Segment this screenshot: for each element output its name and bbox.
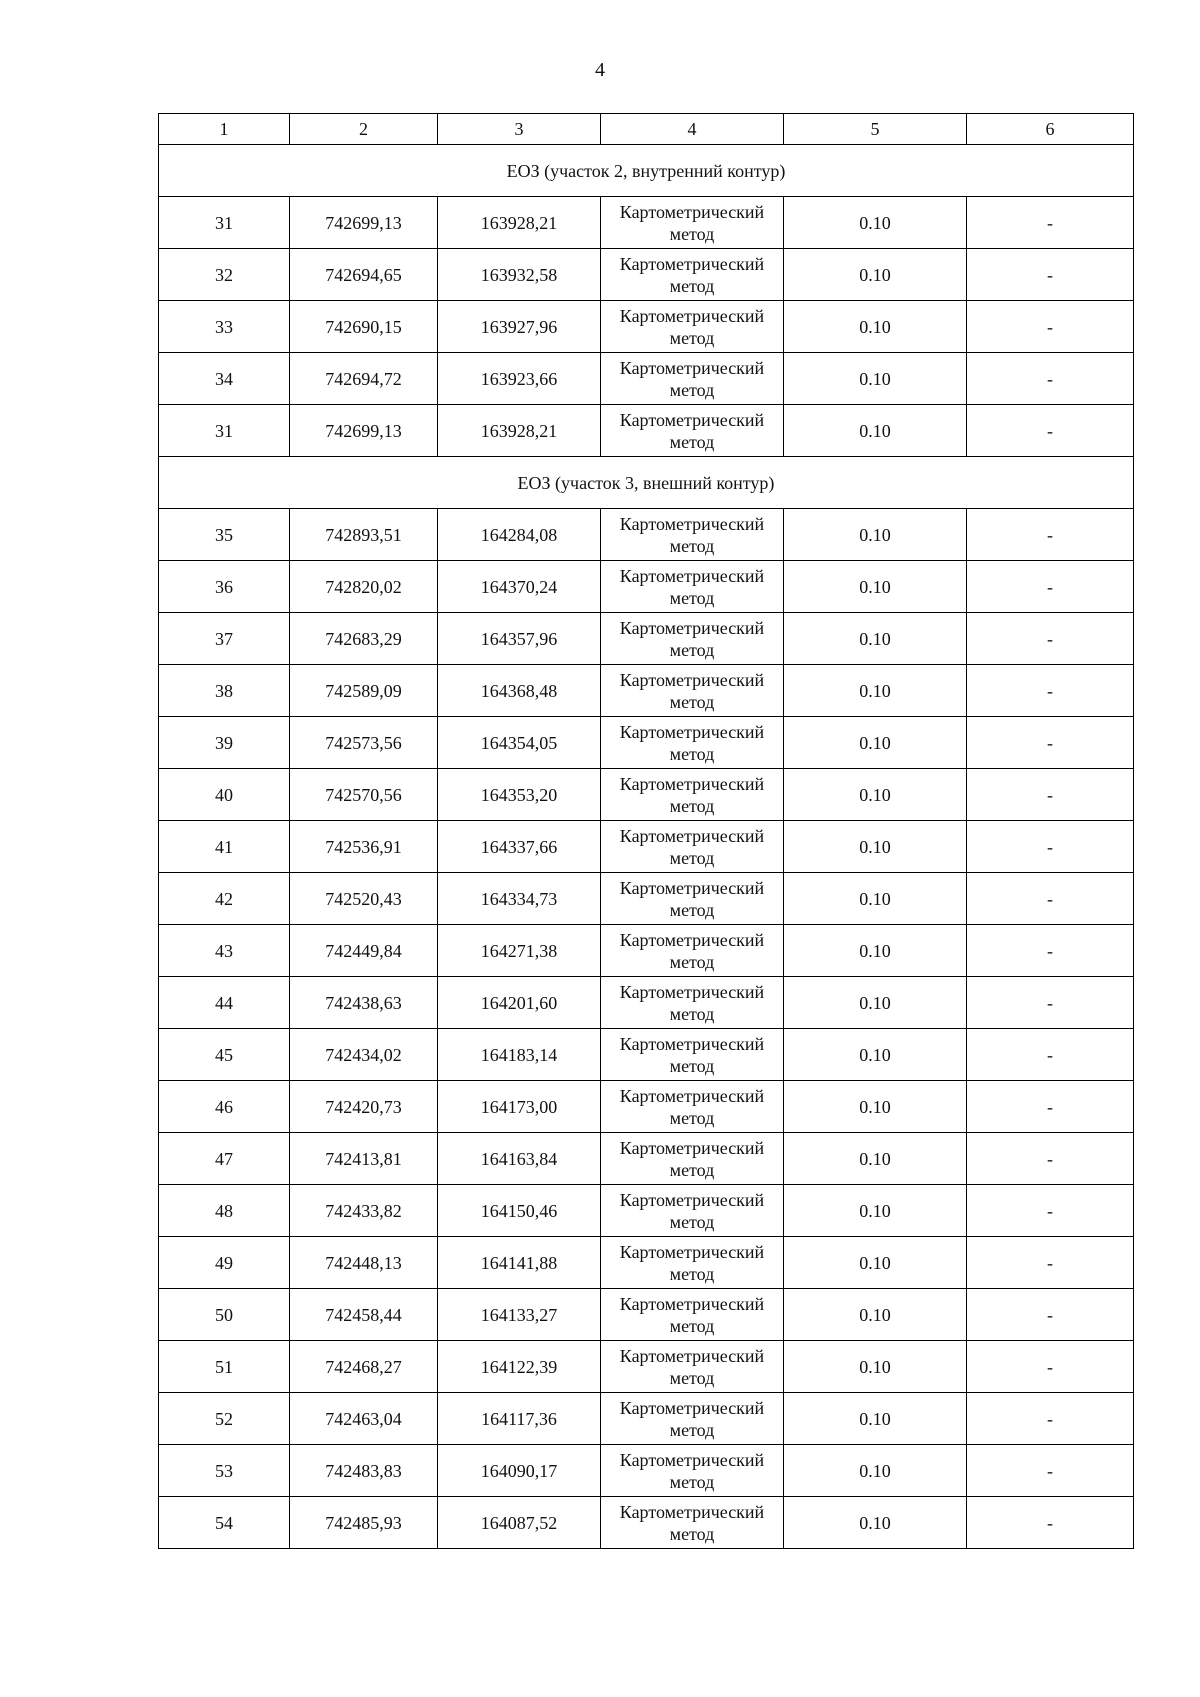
x-coordinate-cell: 742458,44 bbox=[290, 1289, 438, 1341]
table-row bbox=[159, 1237, 1134, 1289]
point-number-cell: 52 bbox=[159, 1393, 290, 1445]
table-row bbox=[159, 353, 1134, 405]
note-cell: - bbox=[967, 1185, 1134, 1237]
method-cell: Картометрический метод bbox=[601, 613, 784, 665]
x-coordinate-cell: 742463,04 bbox=[290, 1393, 438, 1445]
accuracy-cell: 0.10 bbox=[784, 405, 967, 457]
table-row bbox=[159, 405, 1134, 457]
y-coordinate-cell: 164087,52 bbox=[438, 1497, 601, 1549]
y-coordinate-cell: 164150,46 bbox=[438, 1185, 601, 1237]
method-cell: Картометрический метод bbox=[601, 1029, 784, 1081]
point-number-cell: 37 bbox=[159, 613, 290, 665]
table-row bbox=[159, 1185, 1134, 1237]
table-row bbox=[159, 1497, 1134, 1549]
accuracy-cell: 0.10 bbox=[784, 1029, 967, 1081]
point-number-cell: 50 bbox=[159, 1289, 290, 1341]
point-number-cell: 36 bbox=[159, 561, 290, 613]
point-number-cell: 42 bbox=[159, 873, 290, 925]
y-coordinate-cell: 164357,96 bbox=[438, 613, 601, 665]
accuracy-cell: 0.10 bbox=[784, 769, 967, 821]
coordinates-table bbox=[158, 113, 1134, 1549]
x-coordinate-cell: 742449,84 bbox=[290, 925, 438, 977]
y-coordinate-cell: 164271,38 bbox=[438, 925, 601, 977]
accuracy-cell: 0.10 bbox=[784, 1185, 967, 1237]
point-number-cell: 54 bbox=[159, 1497, 290, 1549]
header-row bbox=[159, 114, 1134, 145]
x-coordinate-cell: 742483,83 bbox=[290, 1445, 438, 1497]
accuracy-cell: 0.10 bbox=[784, 613, 967, 665]
point-number-cell: 35 bbox=[159, 509, 290, 561]
method-cell: Картометрический метод bbox=[601, 1081, 784, 1133]
method-cell: Картометрический метод bbox=[601, 249, 784, 301]
method-cell: Картометрический метод bbox=[601, 873, 784, 925]
y-coordinate-cell: 164090,17 bbox=[438, 1445, 601, 1497]
note-cell: - bbox=[967, 1289, 1134, 1341]
accuracy-cell: 0.10 bbox=[784, 1237, 967, 1289]
y-coordinate-cell: 164337,66 bbox=[438, 821, 601, 873]
method-cell: Картометрический метод bbox=[601, 665, 784, 717]
method-cell: Картометрический метод bbox=[601, 1445, 784, 1497]
x-coordinate-cell: 742520,43 bbox=[290, 873, 438, 925]
accuracy-cell: 0.10 bbox=[784, 1081, 967, 1133]
note-cell: - bbox=[967, 197, 1134, 249]
section-title-row bbox=[159, 457, 1134, 509]
table-row bbox=[159, 1341, 1134, 1393]
accuracy-cell: 0.10 bbox=[784, 197, 967, 249]
header-cell: 6 bbox=[967, 114, 1134, 145]
point-number-cell: 49 bbox=[159, 1237, 290, 1289]
header-cell: 4 bbox=[601, 114, 784, 145]
point-number-cell: 44 bbox=[159, 977, 290, 1029]
note-cell: - bbox=[967, 821, 1134, 873]
method-cell: Картометрический метод bbox=[601, 717, 784, 769]
y-coordinate-cell: 164201,60 bbox=[438, 977, 601, 1029]
section-title: ЕОЗ (участок 2, внутренний контур) bbox=[159, 145, 1134, 197]
method-cell: Картометрический метод bbox=[601, 977, 784, 1029]
method-cell: Картометрический метод bbox=[601, 1393, 784, 1445]
method-cell: Картометрический метод bbox=[601, 509, 784, 561]
accuracy-cell: 0.10 bbox=[784, 925, 967, 977]
table-row bbox=[159, 769, 1134, 821]
accuracy-cell: 0.10 bbox=[784, 1497, 967, 1549]
y-coordinate-cell: 164122,39 bbox=[438, 1341, 601, 1393]
table-row bbox=[159, 1393, 1134, 1445]
table-row bbox=[159, 1081, 1134, 1133]
y-coordinate-cell: 164334,73 bbox=[438, 873, 601, 925]
note-cell: - bbox=[967, 561, 1134, 613]
x-coordinate-cell: 742683,29 bbox=[290, 613, 438, 665]
y-coordinate-cell: 164354,05 bbox=[438, 717, 601, 769]
accuracy-cell: 0.10 bbox=[784, 1445, 967, 1497]
x-coordinate-cell: 742536,91 bbox=[290, 821, 438, 873]
y-coordinate-cell: 163923,66 bbox=[438, 353, 601, 405]
y-coordinate-cell: 163928,21 bbox=[438, 405, 601, 457]
x-coordinate-cell: 742694,65 bbox=[290, 249, 438, 301]
note-cell: - bbox=[967, 1133, 1134, 1185]
point-number-cell: 31 bbox=[159, 405, 290, 457]
method-cell: Картометрический метод bbox=[601, 1185, 784, 1237]
method-cell: Картометрический метод bbox=[601, 1497, 784, 1549]
y-coordinate-cell: 163927,96 bbox=[438, 301, 601, 353]
y-coordinate-cell: 164353,20 bbox=[438, 769, 601, 821]
x-coordinate-cell: 742573,56 bbox=[290, 717, 438, 769]
accuracy-cell: 0.10 bbox=[784, 821, 967, 873]
y-coordinate-cell: 164133,27 bbox=[438, 1289, 601, 1341]
method-cell: Картометрический метод bbox=[601, 769, 784, 821]
method-cell: Картометрический метод bbox=[601, 353, 784, 405]
point-number-cell: 40 bbox=[159, 769, 290, 821]
table-row bbox=[159, 821, 1134, 873]
header-cell: 1 bbox=[159, 114, 290, 145]
point-number-cell: 53 bbox=[159, 1445, 290, 1497]
note-cell: - bbox=[967, 1081, 1134, 1133]
accuracy-cell: 0.10 bbox=[784, 977, 967, 1029]
table-row bbox=[159, 1029, 1134, 1081]
table-row bbox=[159, 925, 1134, 977]
point-number-cell: 38 bbox=[159, 665, 290, 717]
y-coordinate-cell: 164368,48 bbox=[438, 665, 601, 717]
method-cell: Картометрический метод bbox=[601, 405, 784, 457]
section-title: ЕОЗ (участок 3, внешний контур) bbox=[159, 457, 1134, 509]
note-cell: - bbox=[967, 1393, 1134, 1445]
x-coordinate-cell: 742694,72 bbox=[290, 353, 438, 405]
accuracy-cell: 0.10 bbox=[784, 249, 967, 301]
point-number-cell: 31 bbox=[159, 197, 290, 249]
point-number-cell: 34 bbox=[159, 353, 290, 405]
note-cell: - bbox=[967, 353, 1134, 405]
method-cell: Картометрический метод bbox=[601, 301, 784, 353]
note-cell: - bbox=[967, 1341, 1134, 1393]
x-coordinate-cell: 742690,15 bbox=[290, 301, 438, 353]
point-number-cell: 51 bbox=[159, 1341, 290, 1393]
method-cell: Картометрический метод bbox=[601, 1237, 784, 1289]
method-cell: Картометрический метод bbox=[601, 1341, 784, 1393]
table-row bbox=[159, 873, 1134, 925]
section-title-row bbox=[159, 145, 1134, 197]
x-coordinate-cell: 742893,51 bbox=[290, 509, 438, 561]
point-number-cell: 32 bbox=[159, 249, 290, 301]
table-row bbox=[159, 197, 1134, 249]
header-cell: 3 bbox=[438, 114, 601, 145]
point-number-cell: 45 bbox=[159, 1029, 290, 1081]
y-coordinate-cell: 164370,24 bbox=[438, 561, 601, 613]
point-number-cell: 33 bbox=[159, 301, 290, 353]
accuracy-cell: 0.10 bbox=[784, 1289, 967, 1341]
point-number-cell: 39 bbox=[159, 717, 290, 769]
point-number-cell: 43 bbox=[159, 925, 290, 977]
point-number-cell: 41 bbox=[159, 821, 290, 873]
note-cell: - bbox=[967, 925, 1134, 977]
x-coordinate-cell: 742699,13 bbox=[290, 405, 438, 457]
header-cell: 2 bbox=[290, 114, 438, 145]
accuracy-cell: 0.10 bbox=[784, 717, 967, 769]
page-number: 4 bbox=[595, 59, 605, 81]
y-coordinate-cell: 164141,88 bbox=[438, 1237, 601, 1289]
note-cell: - bbox=[967, 1497, 1134, 1549]
method-cell: Картометрический метод bbox=[601, 1289, 784, 1341]
table-row bbox=[159, 977, 1134, 1029]
x-coordinate-cell: 742570,56 bbox=[290, 769, 438, 821]
method-cell: Картометрический метод bbox=[601, 821, 784, 873]
accuracy-cell: 0.10 bbox=[784, 1393, 967, 1445]
table-row bbox=[159, 1445, 1134, 1497]
x-coordinate-cell: 742413,81 bbox=[290, 1133, 438, 1185]
header-cell: 5 bbox=[784, 114, 967, 145]
x-coordinate-cell: 742699,13 bbox=[290, 197, 438, 249]
table-row bbox=[159, 249, 1134, 301]
method-cell: Картометрический метод bbox=[601, 1133, 784, 1185]
table-row bbox=[159, 717, 1134, 769]
y-coordinate-cell: 163928,21 bbox=[438, 197, 601, 249]
table-row bbox=[159, 509, 1134, 561]
note-cell: - bbox=[967, 717, 1134, 769]
accuracy-cell: 0.10 bbox=[784, 301, 967, 353]
note-cell: - bbox=[967, 1445, 1134, 1497]
method-cell: Картометрический метод bbox=[601, 197, 784, 249]
accuracy-cell: 0.10 bbox=[784, 1341, 967, 1393]
table-row bbox=[159, 1289, 1134, 1341]
y-coordinate-cell: 164284,08 bbox=[438, 509, 601, 561]
accuracy-cell: 0.10 bbox=[784, 561, 967, 613]
table-row bbox=[159, 613, 1134, 665]
table-row bbox=[159, 665, 1134, 717]
y-coordinate-cell: 163932,58 bbox=[438, 249, 601, 301]
y-coordinate-cell: 164173,00 bbox=[438, 1081, 601, 1133]
method-cell: Картометрический метод bbox=[601, 561, 784, 613]
method-cell: Картометрический метод bbox=[601, 925, 784, 977]
note-cell: - bbox=[967, 977, 1134, 1029]
accuracy-cell: 0.10 bbox=[784, 509, 967, 561]
note-cell: - bbox=[967, 1029, 1134, 1081]
note-cell: - bbox=[967, 1237, 1134, 1289]
x-coordinate-cell: 742589,09 bbox=[290, 665, 438, 717]
note-cell: - bbox=[967, 249, 1134, 301]
note-cell: - bbox=[967, 405, 1134, 457]
x-coordinate-cell: 742485,93 bbox=[290, 1497, 438, 1549]
table-row bbox=[159, 561, 1134, 613]
point-number-cell: 47 bbox=[159, 1133, 290, 1185]
point-number-cell: 48 bbox=[159, 1185, 290, 1237]
x-coordinate-cell: 742468,27 bbox=[290, 1341, 438, 1393]
x-coordinate-cell: 742434,02 bbox=[290, 1029, 438, 1081]
table-row bbox=[159, 301, 1134, 353]
x-coordinate-cell: 742433,82 bbox=[290, 1185, 438, 1237]
x-coordinate-cell: 742448,13 bbox=[290, 1237, 438, 1289]
x-coordinate-cell: 742820,02 bbox=[290, 561, 438, 613]
note-cell: - bbox=[967, 301, 1134, 353]
y-coordinate-cell: 164117,36 bbox=[438, 1393, 601, 1445]
x-coordinate-cell: 742438,63 bbox=[290, 977, 438, 1029]
accuracy-cell: 0.10 bbox=[784, 873, 967, 925]
note-cell: - bbox=[967, 873, 1134, 925]
accuracy-cell: 0.10 bbox=[784, 353, 967, 405]
y-coordinate-cell: 164163,84 bbox=[438, 1133, 601, 1185]
accuracy-cell: 0.10 bbox=[784, 665, 967, 717]
table-body bbox=[159, 114, 1134, 1549]
note-cell: - bbox=[967, 613, 1134, 665]
note-cell: - bbox=[967, 769, 1134, 821]
accuracy-cell: 0.10 bbox=[784, 1133, 967, 1185]
point-number-cell: 46 bbox=[159, 1081, 290, 1133]
note-cell: - bbox=[967, 509, 1134, 561]
table-row bbox=[159, 1133, 1134, 1185]
x-coordinate-cell: 742420,73 bbox=[290, 1081, 438, 1133]
y-coordinate-cell: 164183,14 bbox=[438, 1029, 601, 1081]
note-cell: - bbox=[967, 665, 1134, 717]
